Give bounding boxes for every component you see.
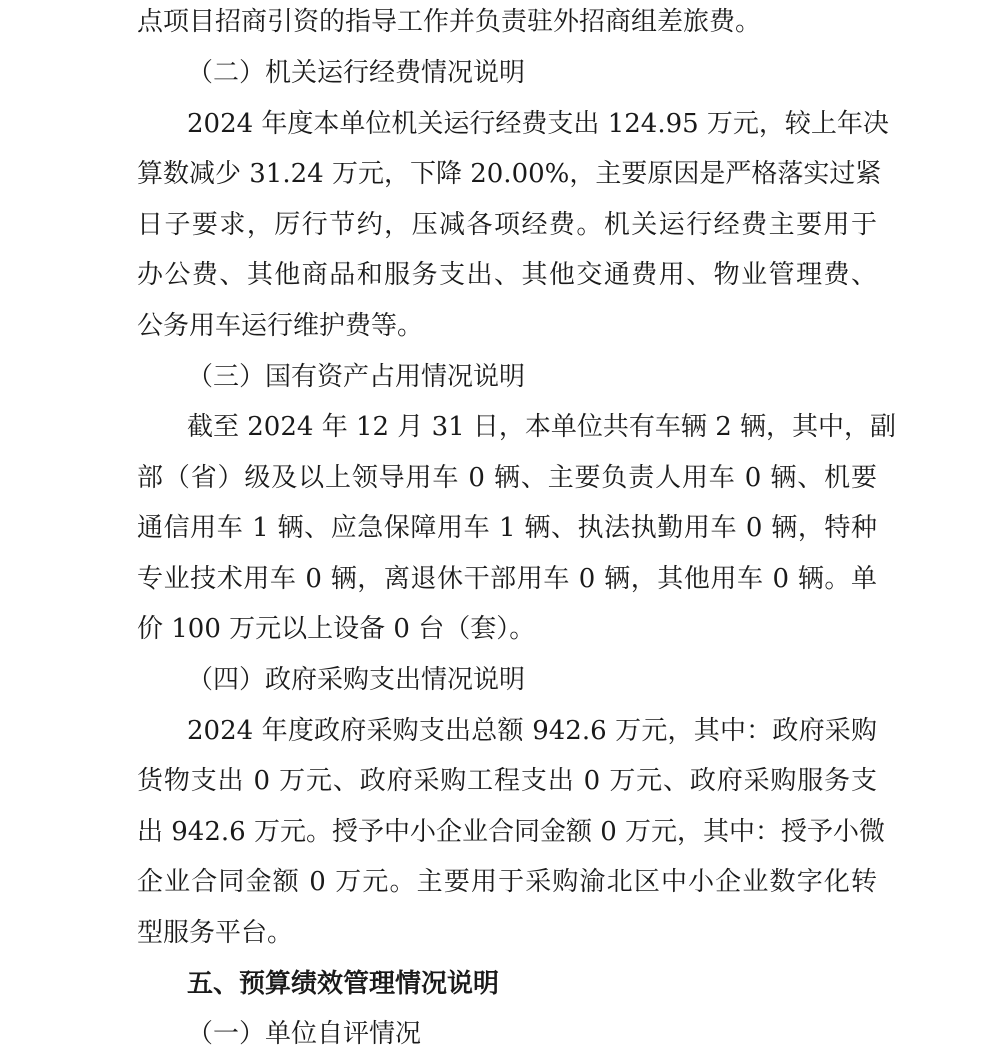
paragraph-line: 截至 2024 年 12 月 31 日，本单位共有车辆 2 辆，其中，副 (187, 412, 896, 442)
section-heading-3: （三）国有资产占用情况说明 (187, 362, 526, 392)
paragraph-line: 专业技术用车 0 辆，离退休干部用车 0 辆，其他用车 0 辆。单 (137, 564, 877, 594)
paragraph-line: 日子要求，厉行节约，压减各项经费。机关运行经费主要用于 (137, 210, 877, 240)
paragraph-line: 型服务平台。 (137, 918, 294, 948)
section-heading-2: （二）机关运行经费情况说明 (187, 58, 526, 88)
paragraph-line: 货物支出 0 万元、政府采购工程支出 0 万元、政府采购服务支 (137, 766, 877, 796)
paragraph-line: 公务用车运行维护费等。 (137, 311, 424, 341)
paragraph-line: 价 100 万元以上设备 0 台（套）。 (137, 614, 536, 644)
paragraph-line: 点项目招商引资的指导工作并负责驻外招商组差旅费。 (137, 7, 762, 37)
paragraph-line: 2024 年度本单位机关运行经费支出 124.95 万元，较上年决 (187, 109, 889, 139)
paragraph-line: 2024 年度政府采购支出总额 942.6 万元，其中：政府采购 (187, 716, 877, 746)
paragraph-line: 企业合同金额 0 万元。主要用于采购渝北区中小企业数字化转 (137, 867, 877, 897)
paragraph-line: 部（省）级及以上领导用车 0 辆、主要负责人用车 0 辆、机要 (137, 463, 877, 493)
paragraph-line: 出 942.6 万元。授予中小企业合同金额 0 万元，其中：授予小微 (137, 817, 886, 847)
paragraph-line: 算数减少 31.24 万元，下降 20.00%，主要原因是严格落实过紧 (137, 159, 882, 189)
paragraph-line: 办公费、其他商品和服务支出、其他交通费用、物业管理费、 (137, 260, 877, 290)
chapter-heading-5: 五、预算绩效管理情况说明 (187, 969, 500, 999)
section-heading-5-1: （一）单位自评情况 (187, 1019, 422, 1049)
paragraph-line: 通信用车 1 辆、应急保障用车 1 辆、执法执勤用车 0 辆，特种 (137, 513, 877, 543)
section-heading-4: （四）政府采购支出情况说明 (187, 665, 526, 695)
